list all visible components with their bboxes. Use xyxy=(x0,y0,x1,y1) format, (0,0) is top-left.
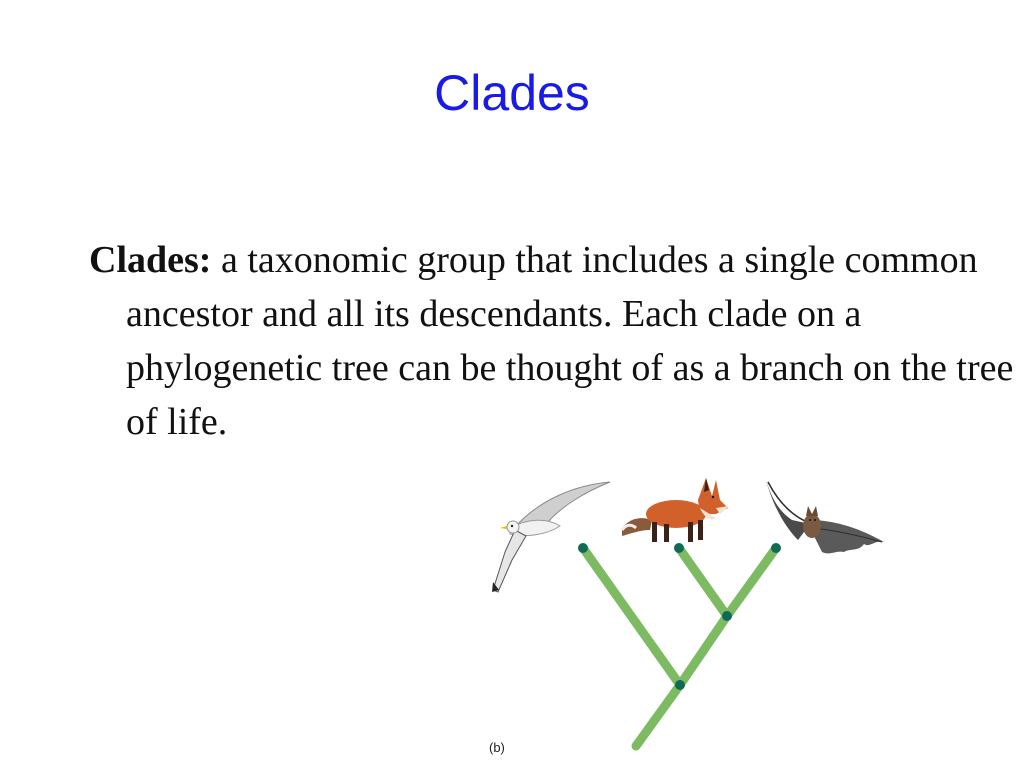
term-label: Clades: xyxy=(89,239,212,281)
inner-branch xyxy=(680,616,727,685)
fox-branch xyxy=(679,548,727,616)
figure-label: (b) xyxy=(489,740,505,755)
tree-branches xyxy=(583,548,776,746)
bat-icon xyxy=(766,480,884,553)
slide-title: Clades xyxy=(434,65,590,121)
inner-node xyxy=(722,611,732,621)
trunk-branch xyxy=(636,685,680,746)
root-node xyxy=(675,680,685,690)
definition-text: a taxonomic group that includes a single common ancestor and all its descendants. Each clade on a phylogenetic tree can be thought of as a branch on the tree of life. xyxy=(126,239,1014,443)
bat-tip-node xyxy=(771,543,781,553)
phylogenetic-tree-figure xyxy=(470,470,900,768)
definition-paragraph xyxy=(89,233,1024,449)
bird-icon xyxy=(492,482,610,592)
bat-branch xyxy=(727,548,776,616)
tree-nodes xyxy=(578,543,781,690)
bird-tip-node xyxy=(578,543,588,553)
bird-branch xyxy=(583,548,680,685)
fox-icon xyxy=(622,478,729,542)
fox-tip-node xyxy=(674,543,684,553)
